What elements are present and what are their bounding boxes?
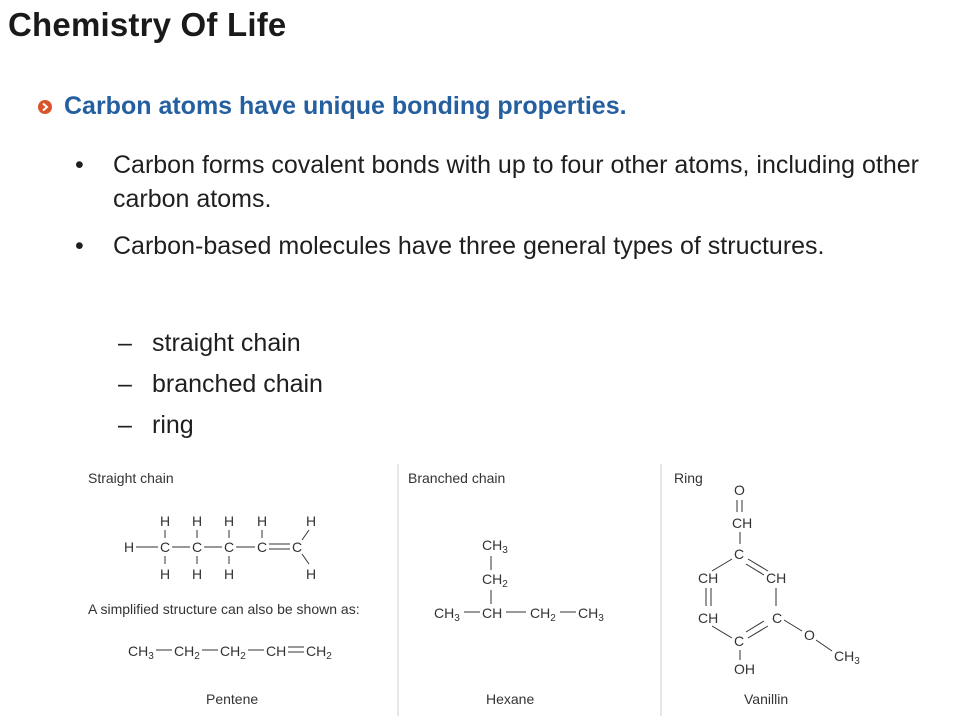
caption-pentene: Pentene xyxy=(206,691,259,707)
svg-text:C: C xyxy=(257,539,268,555)
svg-text:CH3: $CH_3$ xyxy=(578,605,604,624)
vanillin-ring-formula xyxy=(698,482,860,677)
svg-text:CH2: $CH_2$ xyxy=(530,605,556,624)
svg-text:H: H xyxy=(224,513,235,529)
panel-heading-straight: Straight chain xyxy=(88,470,174,486)
bullet-item: • Carbon-based molecules have three general types of structures. xyxy=(75,229,935,263)
svg-text:CH3: $CH_3$ xyxy=(434,605,460,624)
caption-hexane: Hexane xyxy=(486,691,535,707)
svg-text:CH2: $CH_2$ xyxy=(306,643,332,662)
sub-bullet-item: – straight chain xyxy=(118,326,323,360)
bullet-item: • Carbon forms covalent bonds with up to four other atoms, including other carbon atoms. xyxy=(75,148,935,216)
pentene-condensed-formula xyxy=(128,643,332,662)
carbon-structures-figure xyxy=(78,458,878,716)
structure-diagrams xyxy=(78,458,878,716)
svg-text:C: C xyxy=(734,546,745,562)
svg-text:CH: CH xyxy=(482,605,503,621)
svg-text:CH3: $CH_3$ xyxy=(482,537,508,556)
caption-vanillin: Vanillin xyxy=(744,691,789,707)
svg-text:CH: CH xyxy=(266,643,287,659)
orange-bullet-icon xyxy=(37,99,53,115)
svg-text:OH: OH xyxy=(734,661,755,677)
svg-text:C: C xyxy=(192,539,203,555)
panel-heading-ring: Ring xyxy=(674,470,703,486)
svg-text:CH: CH xyxy=(698,570,719,586)
svg-text:H: H xyxy=(306,513,317,529)
svg-text:CH2: $CH_2$ xyxy=(482,571,508,590)
svg-text:CH3: $CH_3$ xyxy=(834,648,860,667)
svg-text:H: H xyxy=(257,513,268,529)
svg-text:CH: CH xyxy=(698,610,719,626)
subheading: Carbon atoms have unique bonding properties. xyxy=(64,92,627,120)
sub-bullet-item: – ring xyxy=(118,408,323,442)
svg-text:C: C xyxy=(224,539,235,555)
svg-text:CH2: $CH_2$ xyxy=(220,643,246,662)
svg-text:H: H xyxy=(224,566,235,582)
svg-text:H: H xyxy=(160,513,171,529)
hexane-branched-formula xyxy=(434,537,604,624)
svg-text:CH3: $CH_3$ xyxy=(128,643,154,662)
svg-text:CH2: $CH_2$ xyxy=(174,643,200,662)
sub-bullet-item: – branched chain xyxy=(118,367,323,401)
svg-text:CH: CH xyxy=(732,515,753,531)
svg-text:H: H xyxy=(192,566,203,582)
svg-text:C: C xyxy=(160,539,171,555)
svg-text:C: C xyxy=(772,610,783,626)
pentene-structural-formula xyxy=(124,513,316,582)
svg-text:C: C xyxy=(292,539,303,555)
bullet-list xyxy=(75,148,935,276)
simplified-note: A simplified structure can also be shown as: xyxy=(88,601,360,617)
svg-text:C: C xyxy=(734,633,745,649)
svg-text:O: O xyxy=(734,482,745,498)
svg-text:H: H xyxy=(306,566,317,582)
svg-text:H: H xyxy=(192,513,203,529)
svg-text:H: H xyxy=(124,539,135,555)
sub-bullet-list xyxy=(118,326,323,449)
panel-heading-branched: Branched chain xyxy=(408,470,506,486)
slide-title: Chemistry Of Life xyxy=(8,6,287,43)
svg-text:H: H xyxy=(160,566,171,582)
svg-text:O: O xyxy=(804,627,815,643)
svg-text:CH: CH xyxy=(766,570,787,586)
